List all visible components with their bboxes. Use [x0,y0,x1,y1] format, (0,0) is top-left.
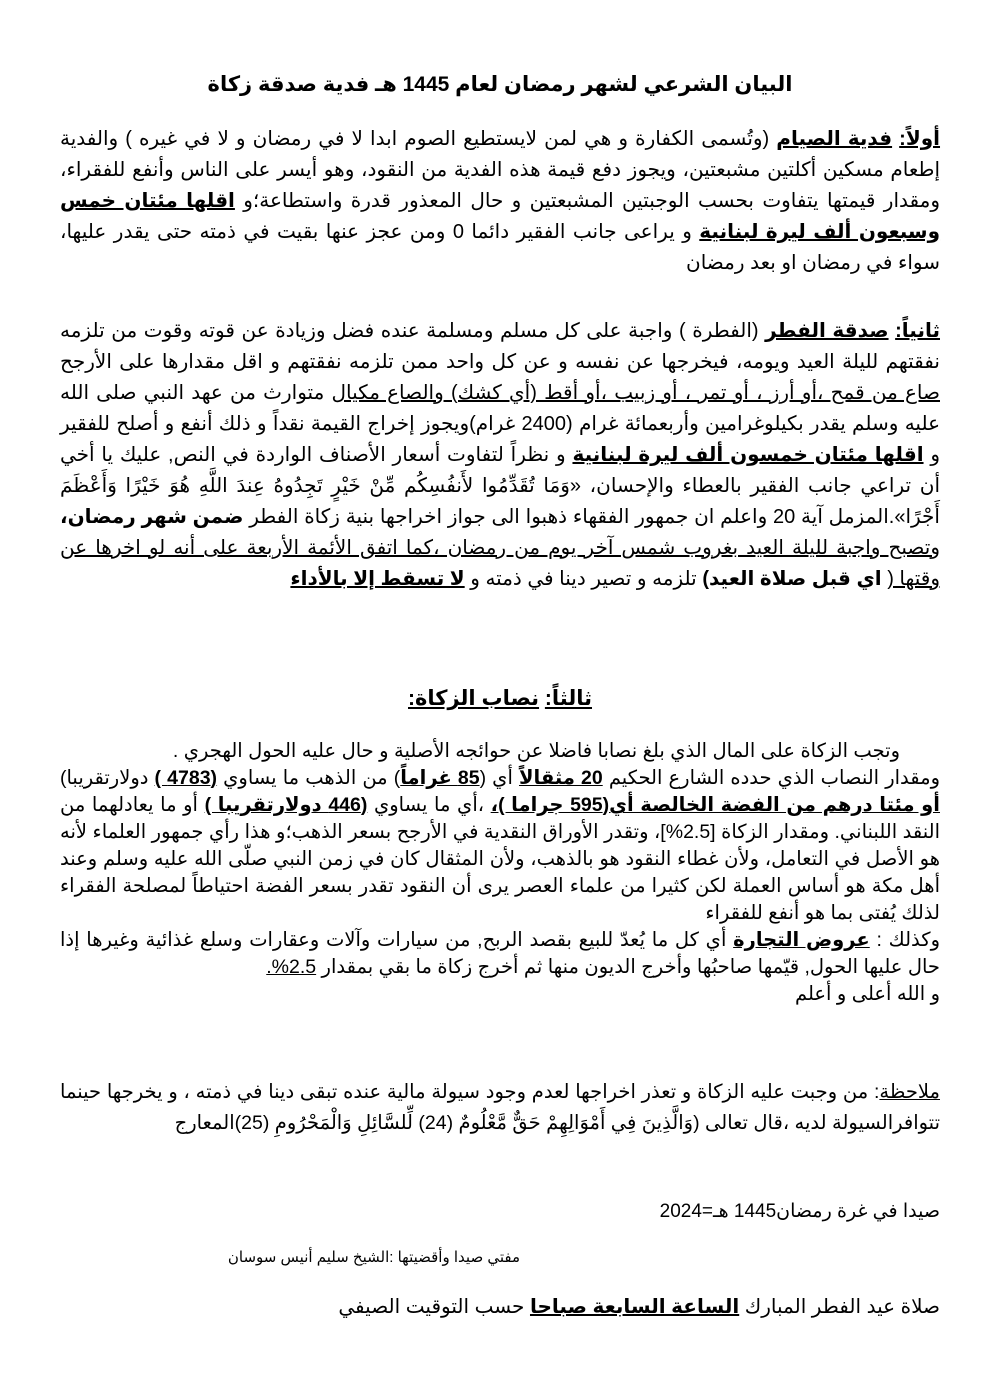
nisab-rate: 2.5%. [266,956,317,978]
section-fidya-amount: اقلها مئتان خمس وسبعون ألف ليرة لبنانية [60,190,941,243]
section-fitr-heading: صدقة الفطر [765,320,889,342]
nisab-closing: و الله أعلى و أعلم [794,983,940,1005]
note-paragraph [60,1077,940,1139]
nisab-grams: 85 غراماً [400,767,480,789]
section-fitr-text-c: و نظراً لتفاوت أسعار الأصناف الواردة في النص, عليك يا أخي أن تراعي جانب الفقير بالعطاء والإحسان، «وَمَا تُقَدِّمُوا لأَنفُسِكُم مِّنْ خَيْرٍ تَجِدُوهُ عِندَ اللَّهِ هُوَ خَيْرًا وَأَعْظَمَ أَجْرًا».المزمل آية 20 واعلم ان جمهور الفقهاء ذهبوا الى جواز اخراجها بنية زكاة الفطر [60,444,940,528]
nisab-line-5a: وكذلك : [876,929,940,951]
section-fidya-text-a: (وتُسمى الكفارة و هي لمن لايستطيع الصوم ابدا لا في رمضان و لا في غيره ) والفدية إطعام مسكين أكلتين مشبعتين، ويجوز دفع قيمة هذه الفدية من النقود، وهو أيسر على الناس وأنفع للفقراء، ومقدار قيمتها يتفاوت بحسب الوجبتين المشبعتين و حال المعذور قدرة واستطاعة؛و [60,128,941,212]
note-text: : من وجبت عليه الزكاة و تعذر اخراجها لعدم وجود سيولة مالية عنده تبقى دينا في ذمته ، و يخرجها حينما تتوافرالسيولة لديه ،قال تعالى (وَالَّذِينَ فِي أَمْوَالِهِمْ حَقٌّ مَّعْلُومٌ (24) لِّلسَّائِلِ وَالْمَحْرُومِ (25)المعارج [60,1081,940,1134]
nisab-line-4: أو ما يعادلهما من النقد اللبناني. ومقدار الزكاة [2.5%]، وتقدر الأوراق النقدية في الأرجح بسعر الذهب؛و هذا رأي جمهور العلماء لأنه هو الأصل في التعامل، ولأن غطاء النقود هو بالذهب، ولأن المثقال كان في زمن النبي صلّى الله عليه وسلم وعند أهل مكة هو أساس العملة لكن كثيرا من علماء العصر يرى أن النقود تقدر بسعر الفضة احتياطاً لمصلحة الفقراء لذلك يُفتى بما هو أنفع للفقراء [60,794,940,924]
note-label: ملاحظة [879,1081,940,1103]
section-fitr-no-drop: لا تسقط إلا بالأداء [290,568,465,590]
section-fitr-text-e: تلزمه و تصير دينا في ذمته و [470,568,697,590]
nisab-mithqal: 20 مثقالاً [518,767,603,789]
eid-text-b: حسب التوقيت الصيفي [338,1296,525,1318]
nisab-gold-usd: (4783 ) [154,767,218,789]
nisab-line-3b: ،أي ما يساوي [373,794,485,816]
section-fitr-label: ثانياً: [895,320,940,342]
nisab-silver: أو مئتا درهم من الفضة الخالصة أي(595 جراما )، [490,794,940,816]
nisab-line-2c: ) من الذهب ما يساوي [223,767,401,789]
nisab-line-2a: ومقدار النصاب الذي حدده الشارع الحكيم [608,767,940,789]
section-fitr-text-a: (الفطرة ) واجبة على كل مسلم ومسلمة عنده فضل وزيادة عن قوته وقوت من تلزمه نفقتهم لليلة العيد ويومه، فيخرجها عن نفسه و عن كل واحد ممن تلزمه نفقتهم و اقل مقدارها على الأرجح [60,320,940,373]
nisab-line-1: وتجب الزكاة على المال الذي بلغ نصابا فاضلا عن حوائجه الأصلية و حال عليه الحول الهجري . [172,740,900,762]
nisab-trade-row [60,927,940,981]
section-fidya [60,124,940,279]
signer: مفتي صيدا وأقضيتها :الشيخ سليم أنيس سوسان [227,1249,520,1266]
section-fidya-label: أولاً: [899,128,941,150]
nisab-silver-usd: (446 دولارتقريبا ) [204,794,368,816]
section-nisab-heading-row [60,686,940,711]
section-fitr-amount: اقلها مئتان خمسون ألف ليرة لبنانية [572,444,924,466]
section-fitr-before-eid: اي قبل صلاة العيد) [702,568,882,590]
section-fitr-text-b: متوارث من عهد النبي صلى الله عليه وسلم يقدر بكيلوغرامين وأربعمائة غرام (2400 غرام)ويجوز إخراج القيمة نقداً و ذلك أنفع و أصلح للفقير و [60,382,941,466]
eid-text-a: صلاة عيد الفطر المبارك [744,1296,940,1318]
issue-date: صيدا في غرة رمضان1445 هـ=2024 [659,1201,940,1222]
document-title: البيان الشرعي لشهر رمضان لعام 1445 هـ فدية صدقة زكاة [207,73,793,96]
nisab-line-5b: أي كل ما يُعدّ للبيع بقصد الربح, من سيارات وآلات وعقارات وسلع غذائية وغيرها إذا حال عليها الحول, قيّمها صاحبُها وأخرج الديون منها ثم أخرج زكاة ما بقي بمقدار [60,929,940,978]
eid-prayer-line [338,1294,940,1319]
section-fitr [60,316,940,595]
section-fitr-measure: صاع من قمح ،أو أرز ، أو تمر ، أو زبيب ،أو أقط (أي كشك) والصاع مكيال [331,382,940,404]
section-fidya-heading: فدية الصيام [776,128,893,150]
eid-time: الساعة السابعة صباحا [529,1296,740,1318]
document-page [60,0,940,1400]
section-fitr-within: ضمن شهر رمضان، [60,506,244,528]
section-fitr-text-d: وتصبح واجبة لليلة العيد بغروب شمس آخر يوم من رمضان ،كما اتفق الأئمة الأربعة على أنه لو اخرها عن وقتها ( [60,537,940,590]
nisab-trade: عروض التجارة [733,929,870,951]
section-nisab-label: ثالثاً: [544,687,592,710]
section-nisab-heading: نصاب الزكاة: [408,687,540,710]
section-fidya-text-b: و يراعى جانب الفقير دائما 0 ومن عجز عنها بقيت في ذمته حتى يقدر عليها، سواء في رمضان او بعد رمضان [60,221,940,274]
nisab-line-2b: أي ( [479,767,513,789]
nisab-line-3a: دولارتقريبا) [60,767,149,789]
section-nisab [60,738,940,1008]
